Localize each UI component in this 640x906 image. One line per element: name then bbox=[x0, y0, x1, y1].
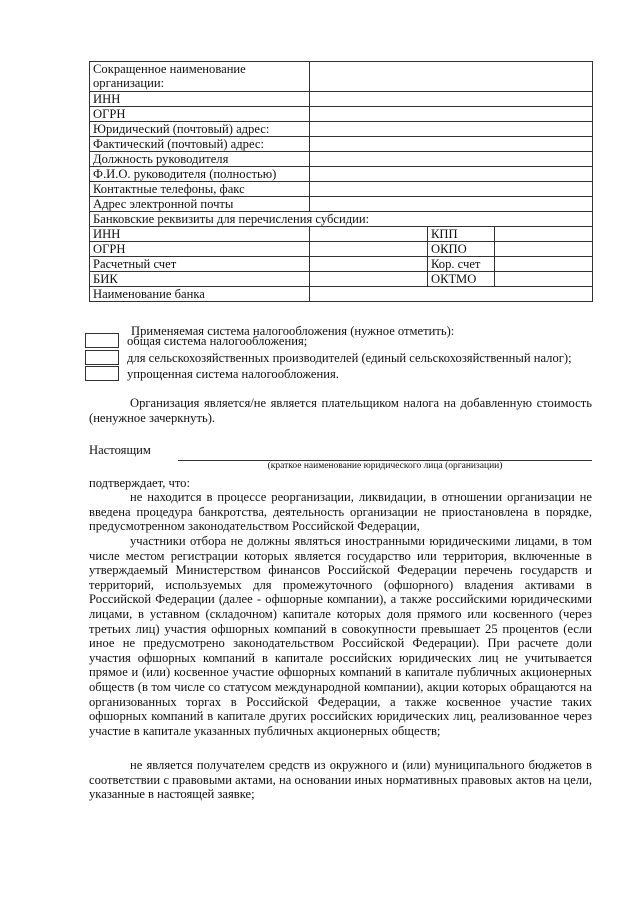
row-value-head-name[interactable] bbox=[310, 167, 593, 182]
vat-statement: Организация является/не является плательщиком налога на добавленную стоимость (ненужное зачеркнуть). bbox=[89, 396, 592, 425]
bank-label-name: Наименование банка bbox=[90, 287, 310, 302]
bank-label-corr-account: Кор. счет bbox=[428, 257, 495, 272]
paragraph-offshore: участники отбора не должны являться иностранными юридическими лицами, в том числе местом регистрации которых является государство или территория, включенные в утверждаемый Министерством финансов Российской Федерации перечень государств и территорий, используемых для промежуточного (офшорного) владения активами в Российской Федерации (далее - офшорные компании), а также российскими юридическими лицами, в уставном (складочном) капитале которых доля прямого или косвенного (через третьих лиц) участия офшорных компаний в совокупности превышает 25 процентов (если иное не предусмотрено законодательством Российской Федерации). При расчете доли участия офшорных компаний в капитале российских юридических лиц не учитывается прямое и (или) косвенное участие офшорных компаний в капитале публичных акционерных обществ (в том числе со статусом международной компании), акции которых обращаются на организованных торгах в Российской Федерации, а также косвенное участие таких офшорных компаний в капитале других российских юридических лиц, реализованное через участие в капитале указанных публичных акционерных обществ; bbox=[89, 534, 592, 738]
bank-label-kpp: КПП bbox=[428, 227, 495, 242]
table-row bbox=[90, 92, 593, 107]
table-row bbox=[90, 257, 593, 272]
row-label-legal-address: Юридический (почтовый) адрес: bbox=[90, 122, 310, 137]
bank-value-oktmo[interactable] bbox=[495, 272, 593, 287]
table-row bbox=[90, 107, 593, 122]
tax-option-agricultural-checkbox[interactable] bbox=[85, 350, 119, 365]
bank-label-okpo: ОКПО bbox=[428, 242, 495, 257]
bank-label-inn: ИНН bbox=[90, 227, 310, 242]
present-word: Настоящим bbox=[89, 443, 151, 457]
confirms-text: подтверждает, что: bbox=[89, 476, 190, 490]
row-label-ogrn: ОГРН bbox=[90, 107, 310, 122]
table-row bbox=[90, 272, 593, 287]
bank-value-kpp[interactable] bbox=[495, 227, 593, 242]
table-row bbox=[90, 122, 593, 137]
row-value-head-position[interactable] bbox=[310, 152, 593, 167]
tax-option-general-checkbox[interactable] bbox=[85, 333, 119, 348]
row-value-phones[interactable] bbox=[310, 182, 593, 197]
bank-value-name[interactable] bbox=[310, 287, 593, 302]
bank-value-okpo[interactable] bbox=[495, 242, 593, 257]
tax-system-heading: Применяемая система налогообложения (нужное отметить): bbox=[131, 324, 455, 338]
paragraph-reorganization: не находится в процессе реорганизации, ликвидации, в отношении организации не введена процедура банкротства, деятельность организации не приостановлена в порядке, предусмотренном законодательством Российской Федерации, bbox=[89, 490, 592, 534]
table-row bbox=[90, 212, 593, 227]
row-value-ogrn[interactable] bbox=[310, 107, 593, 122]
bank-label-bik: БИК bbox=[90, 272, 310, 287]
bank-value-bik[interactable] bbox=[310, 272, 428, 287]
row-label-head-name: Ф.И.О. руководителя (полностью) bbox=[90, 167, 310, 182]
bank-details-header: Банковские реквизиты для перечисления субсидии: bbox=[90, 212, 593, 227]
table-row bbox=[90, 182, 593, 197]
org-name-caption: (краткое наименование юридического лица (организации) bbox=[267, 461, 503, 471]
bank-value-account[interactable] bbox=[310, 257, 428, 272]
table-row bbox=[90, 152, 593, 167]
paragraph-budget: не является получателем средств из окружного и (или) муниципального бюджетов в соответствии с правовыми актами, на основании иных нормативных правовых актов на цели, указанные в настоящей заявке; bbox=[89, 758, 592, 802]
table-row bbox=[90, 167, 593, 182]
table-row bbox=[90, 197, 593, 212]
organization-details-table bbox=[89, 61, 593, 302]
bank-label-account: Расчетный счет bbox=[90, 257, 310, 272]
row-label-email: Адрес электронной почты bbox=[90, 197, 310, 212]
bank-value-inn[interactable] bbox=[310, 227, 428, 242]
row-value-actual-address[interactable] bbox=[310, 137, 593, 152]
row-value-inn[interactable] bbox=[310, 92, 593, 107]
row-label-inn: ИНН bbox=[90, 92, 310, 107]
table-row bbox=[90, 137, 593, 152]
bank-value-corr-account[interactable] bbox=[495, 257, 593, 272]
table-row bbox=[90, 242, 593, 257]
bank-label-ogrn: ОГРН bbox=[90, 242, 310, 257]
row-label-short-name: Сокращенное наименование организации: bbox=[90, 62, 310, 92]
row-value-legal-address[interactable] bbox=[310, 122, 593, 137]
tax-option-general-label: общая система налогообложения; bbox=[127, 334, 308, 348]
row-value-short-name[interactable] bbox=[310, 62, 593, 92]
tax-option-agricultural-label: для сельскохозяйственных производителей (единый сельскохозяйственный налог); bbox=[127, 351, 572, 365]
row-label-phones: Контактные телефоны, факс bbox=[90, 182, 310, 197]
table-row bbox=[90, 62, 593, 92]
row-label-head-position: Должность руководителя bbox=[90, 152, 310, 167]
bank-label-oktmo: ОКТМО bbox=[428, 272, 495, 287]
row-value-email[interactable] bbox=[310, 197, 593, 212]
row-label-actual-address: Фактический (почтовый) адрес: bbox=[90, 137, 310, 152]
table-row bbox=[90, 227, 593, 242]
tax-option-simplified-checkbox[interactable] bbox=[85, 366, 119, 381]
bank-value-ogrn[interactable] bbox=[310, 242, 428, 257]
table-row bbox=[90, 287, 593, 302]
tax-option-simplified-label: упрощенная система налогообложения. bbox=[127, 367, 339, 381]
